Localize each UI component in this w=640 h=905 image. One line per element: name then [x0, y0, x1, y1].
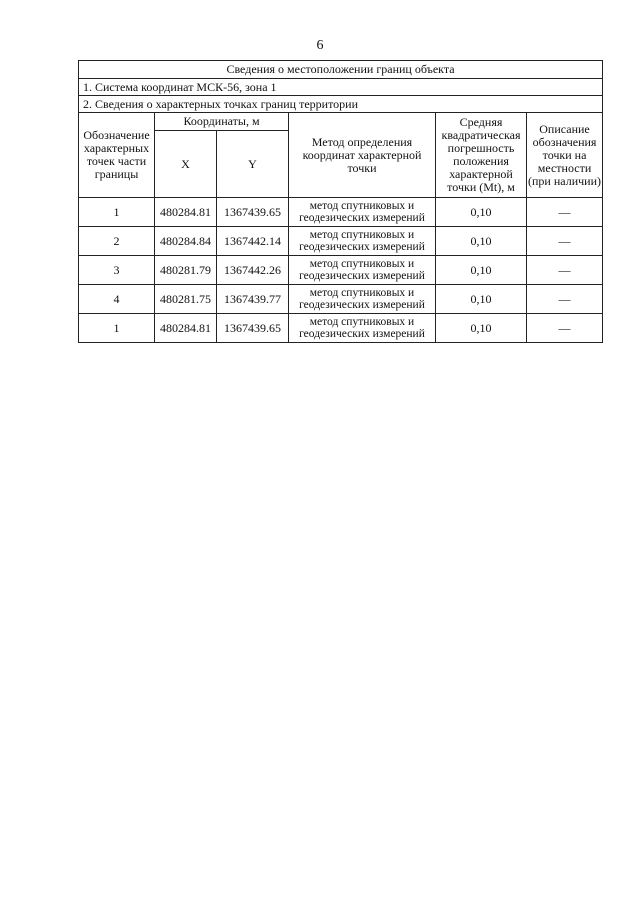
cell-y: 1367442.26	[217, 256, 289, 285]
table-row	[79, 256, 603, 285]
cell-x: 480284.84	[155, 227, 217, 256]
cell-method: метод спутниковых и геодезических измерений	[289, 314, 436, 343]
header-coords: Координаты, м	[155, 113, 289, 131]
cell-error: 0,10	[436, 285, 527, 314]
cell-method: метод спутниковых и геодезических измерений	[289, 198, 436, 227]
cell-point: 4	[79, 285, 155, 314]
table-row	[79, 198, 603, 227]
cell-y: 1367442.14	[217, 227, 289, 256]
page-number: 6	[316, 38, 324, 53]
cell-point: 1	[79, 314, 155, 343]
cell-x: 480284.81	[155, 314, 217, 343]
cell-x: 480284.81	[155, 198, 217, 227]
cell-x: 480281.79	[155, 256, 217, 285]
cell-y: 1367439.65	[217, 314, 289, 343]
cell-description: —	[527, 256, 603, 285]
header-description: Описание обозначения точки на местности (при наличии)	[527, 113, 603, 198]
cell-description: —	[527, 285, 603, 314]
boundary-table	[78, 60, 603, 343]
cell-error: 0,10	[436, 227, 527, 256]
header-error: Средняя квадратическая погрешность положения характерной точки (Mt), м	[436, 113, 527, 198]
cell-method: метод спутниковых и геодезических измерений	[289, 285, 436, 314]
cell-point: 3	[79, 256, 155, 285]
cell-point: 1	[79, 198, 155, 227]
cell-point: 2	[79, 227, 155, 256]
cell-method: метод спутниковых и геодезических измерений	[289, 227, 436, 256]
table-row	[79, 285, 603, 314]
cell-y: 1367439.77	[217, 285, 289, 314]
table-row	[79, 314, 603, 343]
cell-y: 1367439.65	[217, 198, 289, 227]
cell-error: 0,10	[436, 198, 527, 227]
cell-x: 480281.75	[155, 285, 217, 314]
coordinate-system: 1. Система координат МСК-56, зона 1	[79, 79, 603, 96]
cell-description: —	[527, 314, 603, 343]
header-method: Метод определения координат характерной точки	[289, 113, 436, 198]
cell-description: —	[527, 198, 603, 227]
cell-error: 0,10	[436, 314, 527, 343]
header-x: X	[155, 131, 217, 198]
table-row	[79, 227, 603, 256]
cell-error: 0,10	[436, 256, 527, 285]
cell-method: метод спутниковых и геодезических измерений	[289, 256, 436, 285]
cell-description: —	[527, 227, 603, 256]
table-title: Сведения о местоположении границ объекта	[79, 61, 603, 79]
header-y: Y	[217, 131, 289, 198]
header-point: Обозначение характерных точек части границы	[79, 113, 155, 198]
section-heading: 2. Сведения о характерных точках границ территории	[79, 96, 603, 113]
